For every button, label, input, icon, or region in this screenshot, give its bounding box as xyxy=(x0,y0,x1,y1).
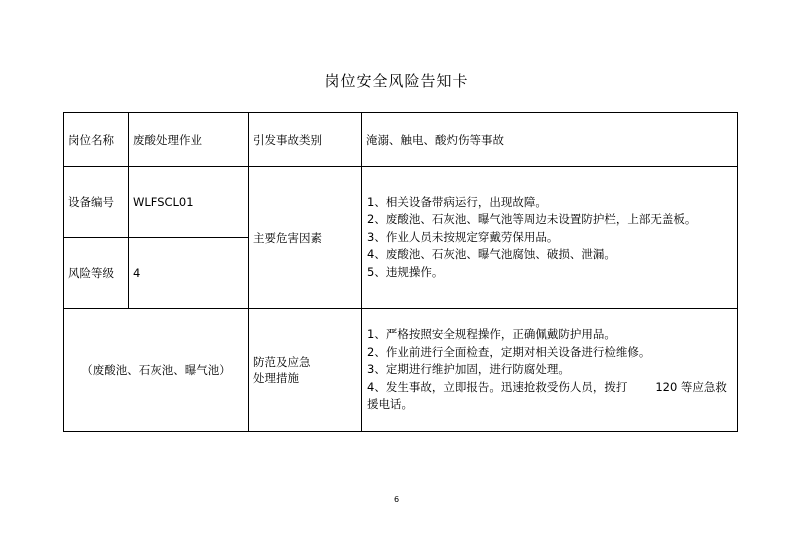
measure-4-part-2: 120 等应急救援电话。 xyxy=(367,379,727,412)
location-cell: （废酸池、石灰池、曝气池） xyxy=(64,309,249,432)
risk-level-value: 4 xyxy=(129,238,249,309)
measure-4-part-1: 4、发生事故，立即报告。迅速抢救受伤人员，拨打 xyxy=(367,379,628,394)
table-row xyxy=(64,309,738,432)
list-item: 1、相关设备带病运行，出现故障。 xyxy=(367,194,547,209)
list-item: 2、作业前进行全面检查，定期对相关设备进行检维修。 xyxy=(367,344,651,359)
list-item: 5、违规操作。 xyxy=(367,264,444,279)
measures-label-line-2: 处理措施 xyxy=(253,371,299,385)
measures-list xyxy=(362,309,738,432)
risk-level-label: 风险等级 xyxy=(64,238,129,309)
list-item: 3、作业人员未按规定穿戴劳保用品。 xyxy=(367,229,559,244)
risk-notice-card-table xyxy=(63,112,738,432)
measures-label xyxy=(249,309,362,432)
equipment-no-value: WLFSCL01 xyxy=(129,167,249,238)
list-item: 1、严格按照安全规程操作，正确佩戴防护用品。 xyxy=(367,327,616,342)
table-row xyxy=(64,113,738,167)
table-row xyxy=(64,167,738,238)
list-item: 4、废酸池、石灰池、曝气池腐蚀、破损、泄漏。 xyxy=(367,247,616,262)
post-name-label: 岗位名称 xyxy=(64,113,129,167)
main-hazards-label: 主要危害因素 xyxy=(249,167,362,309)
main-hazards-list xyxy=(362,167,738,309)
document-title: 岗位安全风险告知卡 xyxy=(324,72,469,90)
accident-type-label: 引发事故类别 xyxy=(249,113,362,167)
page-number: 6 xyxy=(393,495,400,504)
equipment-no-label: 设备编号 xyxy=(64,167,129,238)
measures-label-line-1: 防范及应急 xyxy=(253,355,311,369)
list-item: 2、废酸池、石灰池、曝气池等周边未设置防护栏，上部无盖板。 xyxy=(367,212,697,227)
post-name-value: 废酸处理作业 xyxy=(129,113,249,167)
list-item: 3、定期进行维护加固，进行防腐处理。 xyxy=(367,362,570,377)
accident-type-value: 淹溺、触电、酸灼伤等事故 xyxy=(362,113,738,167)
list-item xyxy=(367,379,731,414)
